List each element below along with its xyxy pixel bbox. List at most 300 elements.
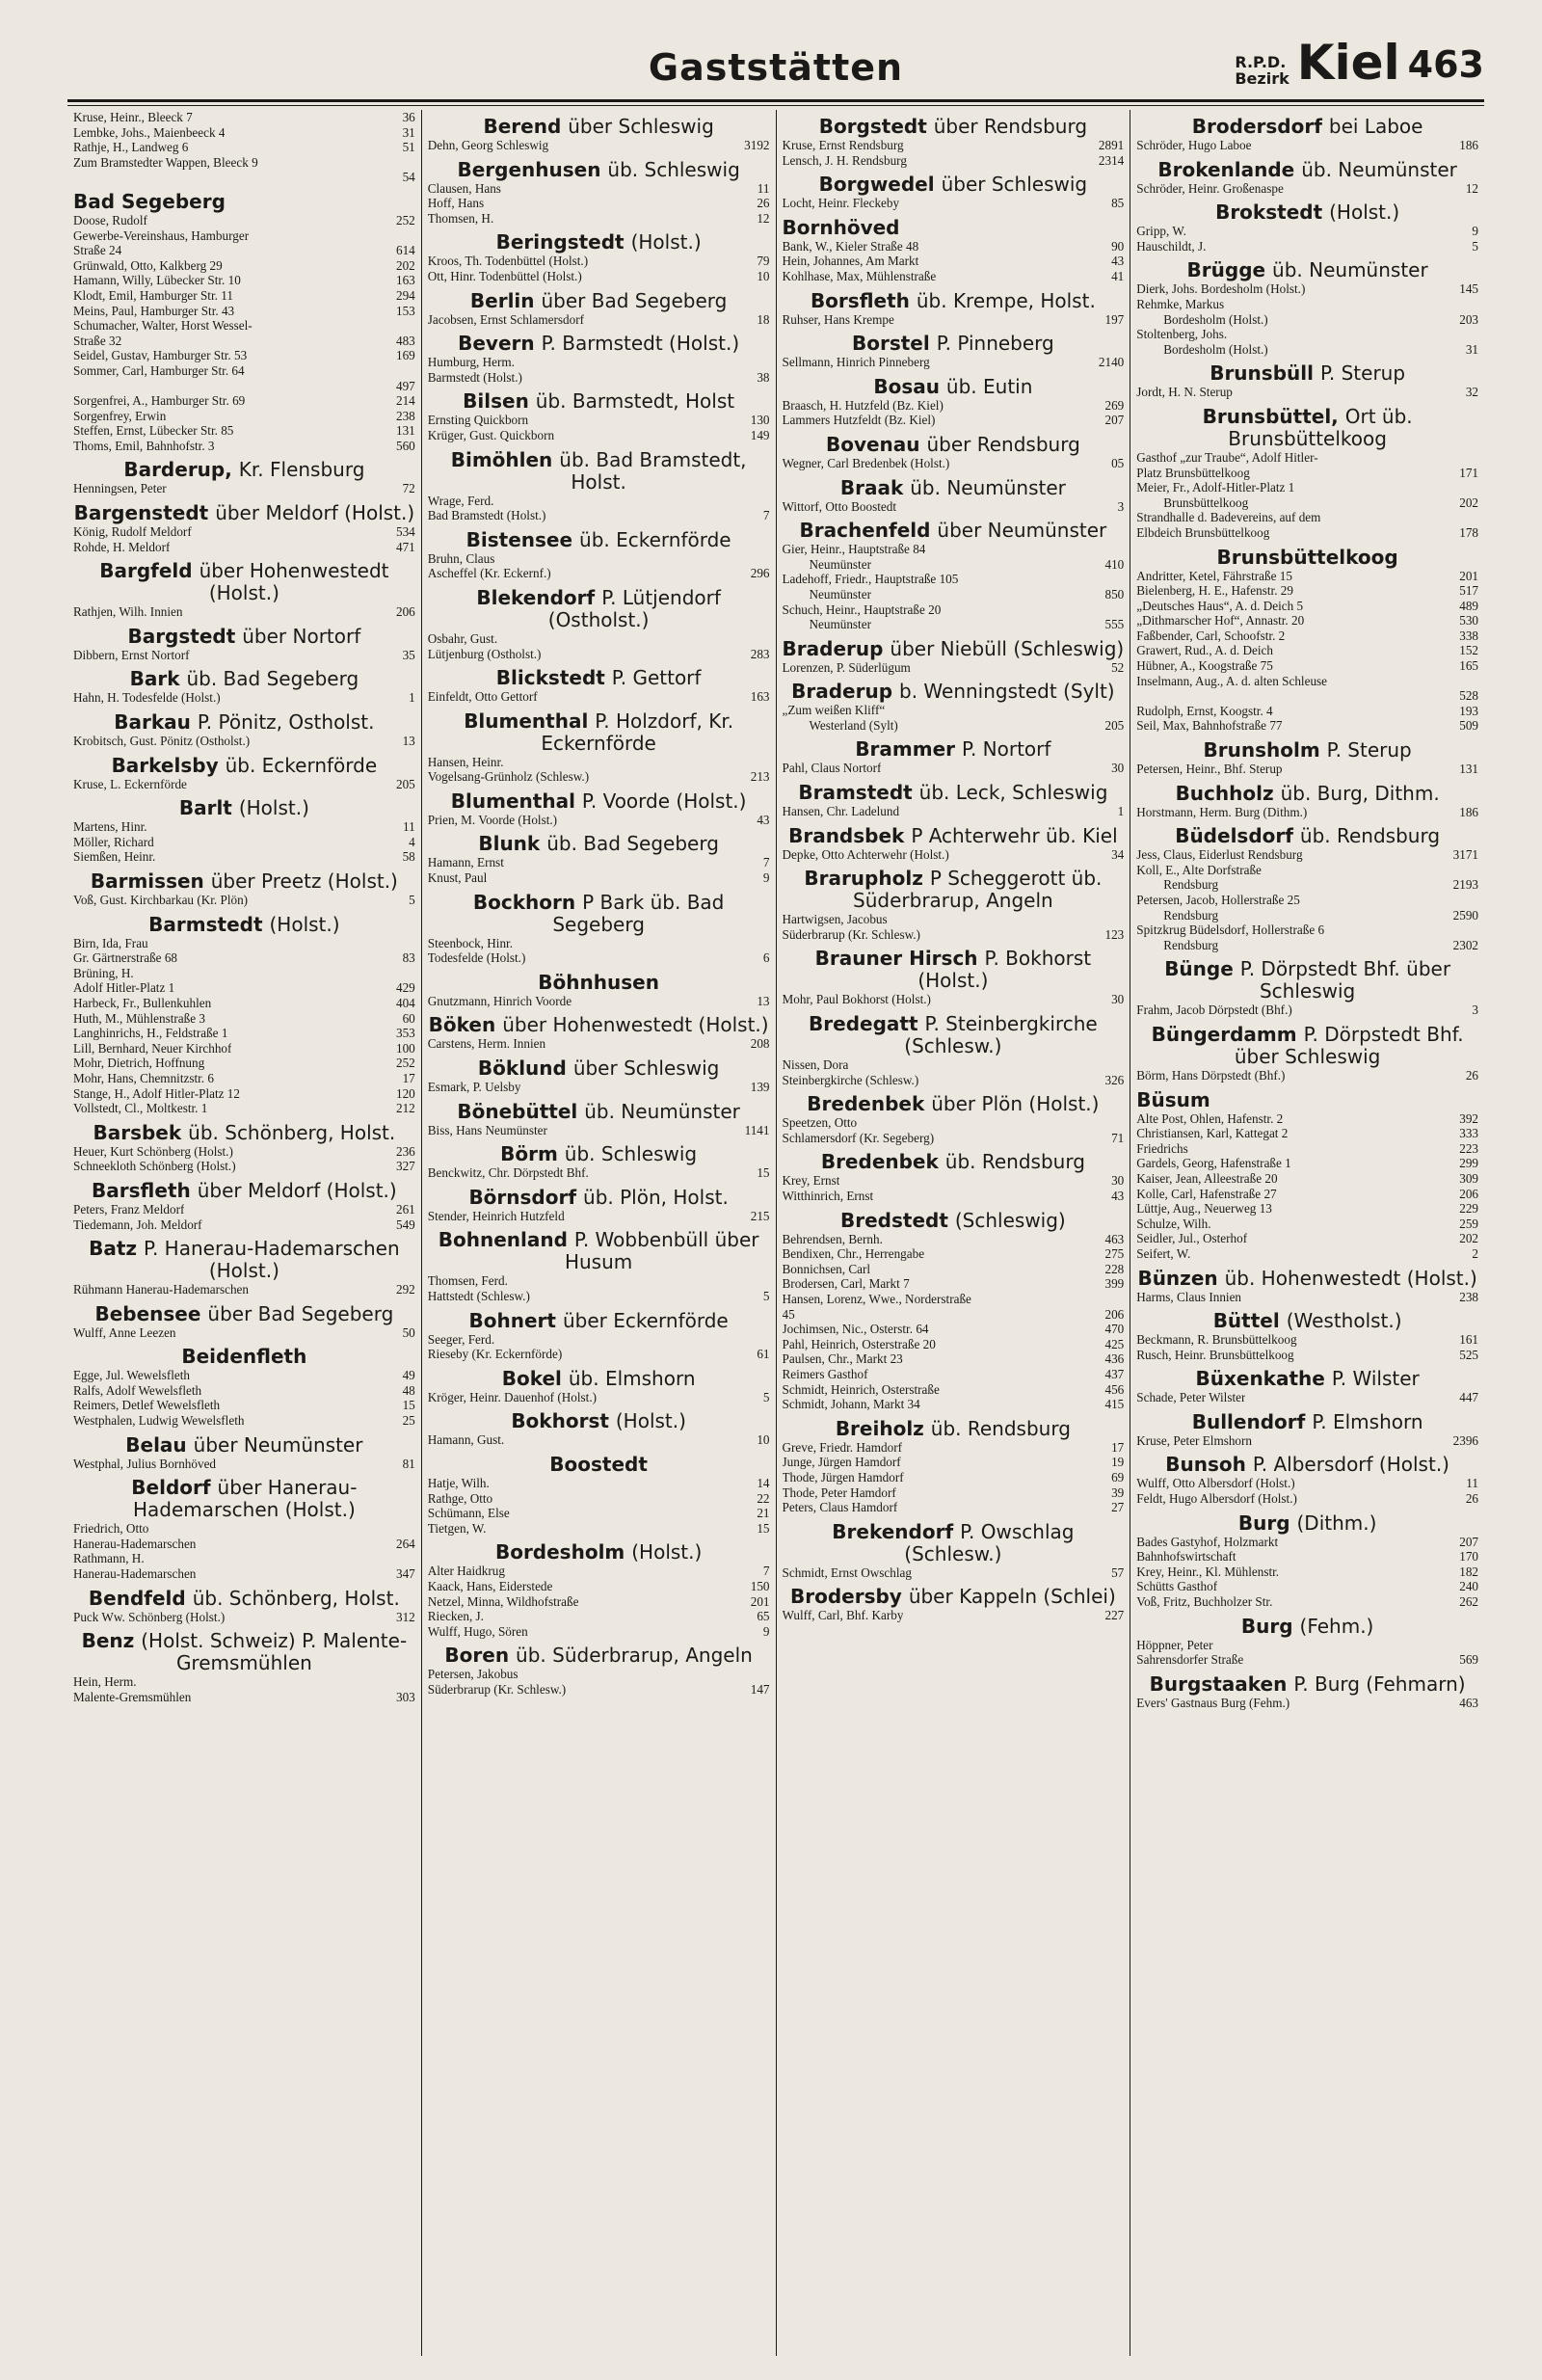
listing-line xyxy=(73,140,415,155)
place-name: Bünge xyxy=(1164,957,1234,981)
phone-number: 27 xyxy=(1111,1500,1125,1515)
place-route: P. Owschlag (Schlesw.) xyxy=(904,1519,1075,1565)
column-1 xyxy=(67,110,421,2356)
phone-number: 238 xyxy=(1459,1289,1478,1304)
phone-number: 264 xyxy=(395,1536,415,1551)
listing-text: Osbahr, Gust. xyxy=(427,630,498,646)
listing-text: Hanerau-Hademarschen xyxy=(73,1566,197,1582)
phone-number: 2140 xyxy=(1098,355,1125,370)
phone-number: 347 xyxy=(395,1566,415,1582)
listing-line xyxy=(1136,1638,1478,1653)
phone-number: 9 xyxy=(762,870,770,886)
place-name: Brammer xyxy=(855,737,956,762)
phone-number: 261 xyxy=(395,1201,415,1217)
phone-number: 2396 xyxy=(1452,1432,1478,1448)
entry-heading xyxy=(1136,958,1478,1003)
listing-text: Behrendsen, Bernh. xyxy=(782,1231,883,1246)
place-name: Bosau xyxy=(873,374,940,398)
listing-text: Kohlhase, Max, Mühlenstraße xyxy=(782,268,937,283)
listing-line xyxy=(1136,1579,1478,1594)
listing-text: Humburg, Herm. xyxy=(427,355,515,370)
phone-number: 54 xyxy=(402,170,415,185)
place-route: (Holst.) xyxy=(631,1540,703,1564)
place-route: üb. Bad Bramstedt, Holst. xyxy=(559,447,747,494)
listing-line xyxy=(73,439,415,454)
listing-line xyxy=(73,648,415,663)
entry-heading xyxy=(73,191,415,213)
listing-line xyxy=(428,1506,770,1521)
listing-line xyxy=(73,1011,415,1027)
place-name: Berend xyxy=(483,115,562,138)
listing-line xyxy=(783,1232,1125,1247)
listing-text: Mohr, Hans, Chemnitzstr. 6 xyxy=(73,1070,214,1085)
listing-line xyxy=(73,540,415,555)
listing-text: Speetzen, Otto xyxy=(782,1115,858,1131)
listing-line xyxy=(428,196,770,211)
listing-line xyxy=(73,690,415,706)
place-route: über Hanerau-Hademarschen (Holst.) xyxy=(133,1476,358,1522)
phone-number: 3 xyxy=(1472,1003,1478,1018)
listing-text: Dibbern, Ernst Nortorf xyxy=(73,647,190,662)
listing-line xyxy=(428,689,770,705)
entry-heading xyxy=(428,529,770,551)
phone-number: 213 xyxy=(750,769,770,785)
listing-line xyxy=(783,1173,1125,1189)
listing-line xyxy=(73,893,415,908)
listing-line xyxy=(783,1455,1125,1470)
listing-text: Gripp, W. xyxy=(1136,224,1186,239)
entry-heading xyxy=(783,868,1125,912)
listing-line xyxy=(1136,480,1478,495)
phone-number: 22 xyxy=(757,1490,770,1506)
phone-number: 178 xyxy=(1459,524,1478,540)
phone-number: 236 xyxy=(395,1143,415,1159)
phone-number: 30 xyxy=(1111,1173,1125,1189)
listing-text: Prien, M. Voorde (Holst.) xyxy=(427,812,558,827)
place-route: über Schleswig xyxy=(568,115,714,138)
place-name: Benz xyxy=(81,1629,135,1653)
listing-line xyxy=(1136,923,1478,938)
column-3 xyxy=(776,110,1130,2356)
listing-text: „Dithmarscher Hof“, Annastr. 20 xyxy=(1136,613,1305,628)
listing-text: Siemßen, Heinr. xyxy=(73,849,156,865)
listing-line xyxy=(73,1610,415,1625)
listing-line xyxy=(428,551,770,567)
place-route: P Achterwehr üb. Kiel xyxy=(911,823,1118,847)
phone-number: 18 xyxy=(757,311,770,327)
place-route: P. Gettorf xyxy=(611,666,702,690)
place-name: Brunsbüttelkoog xyxy=(1216,545,1398,569)
listing-line xyxy=(428,269,770,284)
entry-heading xyxy=(783,738,1125,761)
listing-line xyxy=(73,1551,415,1566)
phone-number: 202 xyxy=(1459,1231,1478,1246)
place-route: über Bad Segeberg xyxy=(207,1301,394,1325)
entry-heading xyxy=(428,1143,770,1165)
listing-text: Klodt, Emil, Hamburger Str. 11 xyxy=(73,287,233,303)
listing-text: Thode, Peter Hamdorf xyxy=(782,1484,896,1500)
place-name: Brandsbek xyxy=(788,823,905,847)
entry-heading xyxy=(783,1013,1125,1057)
entry-heading xyxy=(428,1229,770,1273)
listing-line xyxy=(428,936,770,951)
entry-heading xyxy=(73,560,415,604)
listing-line xyxy=(783,1367,1125,1382)
place-name: Brodersdorf xyxy=(1191,115,1322,138)
listing-text: Seil, Max, Bahnhofstraße 77 xyxy=(1136,718,1283,734)
phone-number: 569 xyxy=(1459,1652,1478,1668)
listing-text: Brodersen, Carl, Markt 7 xyxy=(782,1276,910,1292)
listing-line xyxy=(73,363,415,379)
listing-line xyxy=(73,524,415,540)
listing-line xyxy=(783,587,1125,602)
entry-heading xyxy=(428,231,770,254)
listing-text: Sellmann, Hinrich Pinneberg xyxy=(782,355,930,370)
phone-number: 72 xyxy=(402,481,415,496)
entry-heading xyxy=(428,449,770,494)
listing-text: Neumünster xyxy=(809,617,871,632)
phone-number: 530 xyxy=(1459,613,1478,628)
listing-text: Rieseby (Kr. Eckernförde) xyxy=(427,1347,563,1362)
listing-line xyxy=(1136,1217,1478,1232)
place-name: Borgwedel xyxy=(818,173,935,197)
phone-number: 11 xyxy=(403,819,415,835)
phone-number: 163 xyxy=(750,689,770,705)
listing-text: Friedrichs xyxy=(1136,1140,1188,1156)
place-route: üb. Schleswig xyxy=(564,1142,698,1166)
listing-text: Höppner, Peter xyxy=(1136,1637,1213,1652)
listing-text: Locht, Heinr. Fleckeby xyxy=(782,196,900,211)
city-name: Kiel xyxy=(1296,35,1400,91)
listing-text: Seeger, Ferd. xyxy=(427,1331,495,1347)
phone-number: 425 xyxy=(1104,1336,1125,1351)
listing-text: Schümann, Else xyxy=(427,1506,510,1521)
listing-line xyxy=(73,125,415,141)
entry-heading xyxy=(1136,1512,1478,1535)
phone-number: 69 xyxy=(1111,1469,1125,1484)
place-route: üb. Eutin xyxy=(945,374,1033,398)
listing-line xyxy=(783,1500,1125,1515)
place-name: Barderup, xyxy=(123,458,232,482)
listing-text: Hein, Johannes, Am Markt xyxy=(782,254,919,269)
phone-number: 7 xyxy=(762,855,770,870)
entry-heading xyxy=(428,1310,770,1332)
place-name: Blekendorf xyxy=(476,585,596,609)
listing-text: Lembke, Johs., Maienbeeck 4 xyxy=(73,124,226,140)
header-rule xyxy=(67,99,1484,102)
listing-line xyxy=(428,413,770,428)
entry-heading xyxy=(1136,1454,1478,1476)
listing-line xyxy=(1136,1156,1478,1171)
phone-number: 58 xyxy=(402,849,415,865)
place-name: Borgstedt xyxy=(818,115,927,138)
phone-number: 139 xyxy=(750,1080,770,1095)
listing-text: Westphalen, Ludwig Wewelsfleth xyxy=(73,1413,245,1429)
listing-text: Vogelsang-Grünholz (Schlesw.) xyxy=(427,769,590,785)
place-name: Bargstedt xyxy=(127,624,236,648)
page-title: Gaststätten xyxy=(648,46,904,89)
listing-line xyxy=(428,855,770,870)
phone-number: 201 xyxy=(750,1593,770,1609)
listing-line xyxy=(783,718,1125,734)
listing-text: Depke, Otto Achterwehr (Holst.) xyxy=(782,846,949,862)
listing-text: Zum Bramstedter Wappen, Bleeck 9 xyxy=(73,154,258,170)
listing-text: Rendsburg xyxy=(1163,937,1219,952)
listing-line xyxy=(428,254,770,269)
place-route: über Nortorf xyxy=(242,624,361,648)
phone-number: 4 xyxy=(409,834,415,849)
listing-text: Grawert, Rud., A. d. Deich xyxy=(1136,643,1273,658)
listing-line xyxy=(1136,762,1478,777)
listing-text: Rehmke, Markus xyxy=(1136,296,1225,311)
listing-line xyxy=(783,1397,1125,1412)
listing-line xyxy=(428,312,770,328)
listing-line xyxy=(428,1476,770,1491)
listing-line xyxy=(783,1073,1125,1088)
listing-text: Andritter, Ketel, Fährstraße 15 xyxy=(1136,568,1292,583)
place-route: b. Wenningstedt (Sylt) xyxy=(899,680,1115,704)
listing-line xyxy=(1136,1696,1478,1711)
listing-line xyxy=(73,604,415,620)
phone-number: 05 xyxy=(1111,455,1125,470)
place-name: Blumenthal xyxy=(450,789,575,813)
listing-line xyxy=(1136,1535,1478,1550)
listing-line xyxy=(783,557,1125,573)
listing-text: Peters, Franz Meldorf xyxy=(73,1201,185,1217)
phone-number: 338 xyxy=(1459,628,1478,643)
place-name: Bebensee xyxy=(94,1301,201,1325)
listing-text: Frahm, Jacob Dörpstedt (Bhf.) xyxy=(1136,1003,1292,1018)
phone-number: 145 xyxy=(1459,281,1478,297)
listing-text: Horstmann, Herm. Burg (Dithm.) xyxy=(1136,804,1308,819)
entry-heading xyxy=(1136,825,1478,847)
place-name: Bönebüttel xyxy=(457,1099,578,1123)
listing-text: Sorgenfrey, Erwin xyxy=(73,408,167,423)
entry-heading xyxy=(783,825,1125,847)
listing-line xyxy=(783,1276,1125,1292)
place-route: P. Wilster xyxy=(1331,1367,1420,1391)
place-route: P. Hanerau-Hademarschen (Holst.) xyxy=(144,1237,400,1283)
listing-text: Jordt, H. N. Sterup xyxy=(1136,385,1233,400)
listing-text: Rohde, H. Meldorf xyxy=(73,539,171,554)
listing-text: Wulff, Anne Leezen xyxy=(73,1324,176,1340)
column-2 xyxy=(421,110,776,2356)
phone-number: 43 xyxy=(1111,1189,1125,1203)
listing-line xyxy=(73,1026,415,1041)
place-route: P. Dörpstedt Bhf. über Schleswig xyxy=(1239,957,1451,1003)
place-name: Bendfeld xyxy=(88,1586,186,1610)
listing-line xyxy=(1136,327,1478,342)
place-route: üb. Krempe, Holst. xyxy=(916,288,1096,312)
entry-heading xyxy=(428,587,770,631)
listing-text: König, Rudolf Meldorf xyxy=(73,524,192,540)
listing-line xyxy=(73,1282,415,1297)
phone-number: 1 xyxy=(409,690,415,706)
phone-number: 205 xyxy=(395,776,415,791)
entry-heading xyxy=(428,1368,770,1390)
phone-number: 483 xyxy=(395,333,415,348)
listing-line xyxy=(1136,893,1478,908)
listing-line xyxy=(1136,297,1478,312)
phone-number: 2590 xyxy=(1452,907,1478,923)
listing-line xyxy=(428,1390,770,1405)
listing-line xyxy=(1136,1171,1478,1187)
listing-text: Vollstedt, Cl., Moltkestr. 1 xyxy=(73,1101,208,1116)
place-route: P. Steinbergkirche (Schlesw.) xyxy=(904,1012,1098,1058)
listing-text: Jess, Claus, Eiderlust Rendsburg xyxy=(1136,847,1303,863)
listing-text: Rathje, H., Landweg 6 xyxy=(73,140,189,155)
entry-heading xyxy=(1136,783,1478,805)
listing-text: Straße 24 xyxy=(73,243,122,258)
place-route: üb. Neumünster xyxy=(1301,157,1457,181)
phone-number: 57 xyxy=(1111,1564,1125,1580)
entry-heading xyxy=(783,782,1125,804)
entry-heading xyxy=(428,1454,770,1476)
listing-text: Harms, Claus Innien xyxy=(1136,1289,1242,1304)
listing-text: Bonnichsen, Carl xyxy=(782,1261,871,1276)
place-name: Boren xyxy=(444,1644,510,1668)
entry-heading xyxy=(783,638,1125,660)
listing-text: Rathjen, Wilh. Innien xyxy=(73,604,183,620)
listing-line xyxy=(428,211,770,227)
place-name: Brunsbüll xyxy=(1210,361,1314,386)
listing-line xyxy=(783,312,1125,328)
place-name: Böken xyxy=(428,1013,496,1037)
listing-text: Clausen, Hans xyxy=(427,180,501,196)
listing-line xyxy=(73,409,415,424)
place-name: Bimöhlen xyxy=(450,447,553,471)
district-label xyxy=(1235,54,1289,87)
listing-text: Lorenzen, P. Süderlügum xyxy=(782,659,911,675)
phone-number: 17 xyxy=(402,1070,415,1085)
entry-heading xyxy=(783,948,1125,992)
listing-line xyxy=(1136,1231,1478,1246)
listing-text: Braasch, H. Hutzfeld (Bz. Kiel) xyxy=(782,397,944,413)
entry-heading xyxy=(428,710,770,755)
place-name: Brekendorf xyxy=(832,1519,954,1543)
entry-heading xyxy=(783,681,1125,703)
listing-text: Krey, Heinr., Kl. Mühlenstr. xyxy=(1136,1564,1280,1579)
listing-text: Evers' Gastnaus Burg (Fehm.) xyxy=(1136,1695,1290,1710)
entry-heading xyxy=(1136,1673,1478,1696)
listing-line xyxy=(73,1101,415,1116)
place-route: über Neumünster xyxy=(937,519,1107,543)
entry-heading xyxy=(73,1180,415,1202)
listing-line xyxy=(428,370,770,386)
entry-heading xyxy=(428,1645,770,1667)
listing-text: Meins, Paul, Hamburger Str. 43 xyxy=(73,303,235,318)
listing-line xyxy=(73,819,415,835)
entry-heading xyxy=(428,116,770,138)
header-right xyxy=(1235,35,1484,91)
phone-number: 555 xyxy=(1104,617,1125,632)
listing-line xyxy=(428,1273,770,1289)
listing-line xyxy=(73,835,415,850)
listing-line xyxy=(783,1485,1125,1501)
listing-text: Greve, Friedr. Hamdorf xyxy=(782,1439,903,1455)
listing-text: Brunsbüttelkoog xyxy=(1163,495,1249,510)
listing-line xyxy=(1136,385,1478,400)
listing-text: Dierk, Johs. Bordesholm (Holst.) xyxy=(1136,281,1306,297)
phone-number: 131 xyxy=(1459,762,1478,777)
listing-line xyxy=(73,243,415,258)
listing-line xyxy=(1136,138,1478,153)
listing-text: Pahl, Heinrich, Osterstraße 20 xyxy=(782,1336,936,1351)
listing-text: Bahnhofswirtschaft xyxy=(1136,1549,1236,1564)
listing-line xyxy=(1136,847,1478,863)
place-route: üb. Neumünster xyxy=(910,475,1066,499)
entry-heading xyxy=(1136,362,1478,385)
phone-number: 2 xyxy=(1472,1245,1478,1261)
listing-text: Hartwigsen, Jacobus xyxy=(782,912,888,927)
listing-line xyxy=(783,456,1125,471)
phone-number: 35 xyxy=(402,647,415,662)
listing-text: Junge, Jürgen Hamdorf xyxy=(782,1455,901,1470)
entry-heading xyxy=(73,870,415,893)
listing-text: Strandhalle d. Badevereins, auf dem xyxy=(1136,510,1321,525)
listing-text: Rendsburg xyxy=(1163,907,1219,923)
phone-number: 392 xyxy=(1459,1110,1478,1126)
listing-text: Kruse, Peter Elmshorn xyxy=(1136,1432,1253,1448)
listing-line xyxy=(73,1674,415,1690)
place-route: P. Barmstedt (Holst.) xyxy=(541,332,740,356)
phone-number: 227 xyxy=(1104,1608,1125,1623)
rpd-label: R.P.D. xyxy=(1235,53,1287,71)
listing-line xyxy=(73,155,415,171)
listing-text: Rendsburg xyxy=(1163,877,1219,893)
place-name: Bad Segeberg xyxy=(73,189,226,213)
listing-text: Thoms, Emil, Bahnhofstr. 3 xyxy=(73,438,215,453)
phone-number: 186 xyxy=(1459,138,1478,152)
phone-number: 299 xyxy=(1459,1156,1478,1171)
place-name: Büxenkathe xyxy=(1195,1367,1325,1391)
listing-text: Grünwald, Otto, Kalkberg 29 xyxy=(73,257,223,273)
listing-text: Hanerau-Hademarschen xyxy=(73,1536,197,1551)
place-route: (Holst.) xyxy=(269,912,340,936)
phone-number: 150 xyxy=(750,1578,770,1593)
phone-number: 497 xyxy=(395,378,415,393)
listing-line xyxy=(1136,674,1478,689)
phone-number: 52 xyxy=(1111,659,1125,675)
place-route: P. Burg (Fehmarn) xyxy=(1293,1671,1466,1696)
entry-heading xyxy=(428,892,770,936)
listing-text: Witthinrich, Ernst xyxy=(782,1189,874,1203)
listing-line xyxy=(783,398,1125,414)
listing-text: Sahrensdorfer Straße xyxy=(1136,1652,1244,1668)
listing-line xyxy=(1136,1564,1478,1580)
phone-number: 152 xyxy=(1459,643,1478,658)
phone-number: 26 xyxy=(1465,1067,1478,1083)
listing-text: Wrage, Ferd. xyxy=(427,493,494,508)
listing-text: Wulff, Otto Albersdorf (Holst.) xyxy=(1136,1476,1295,1491)
listing-line xyxy=(1136,704,1478,719)
listing-line xyxy=(428,870,770,886)
listing-text: Hansen, Chr. Ladelund xyxy=(782,804,900,819)
listing-text: Bank, W., Kieler Straße 48 xyxy=(782,238,919,254)
listing-text: Mohr, Dietrich, Hoffnung xyxy=(73,1056,205,1071)
place-name: Blickstedt xyxy=(495,666,605,690)
listing-line xyxy=(1136,643,1478,658)
entry-heading xyxy=(1136,1268,1478,1290)
entry-heading xyxy=(1136,1310,1478,1332)
listing-text: Rathge, Otto xyxy=(427,1490,493,1506)
entry-heading xyxy=(783,434,1125,456)
entry-heading xyxy=(428,333,770,355)
listing-text: Thomsen, H. xyxy=(427,210,494,226)
phone-number: 312 xyxy=(395,1609,415,1624)
place-name: Bohnenland xyxy=(438,1228,568,1252)
place-name: Braderup xyxy=(782,636,884,660)
